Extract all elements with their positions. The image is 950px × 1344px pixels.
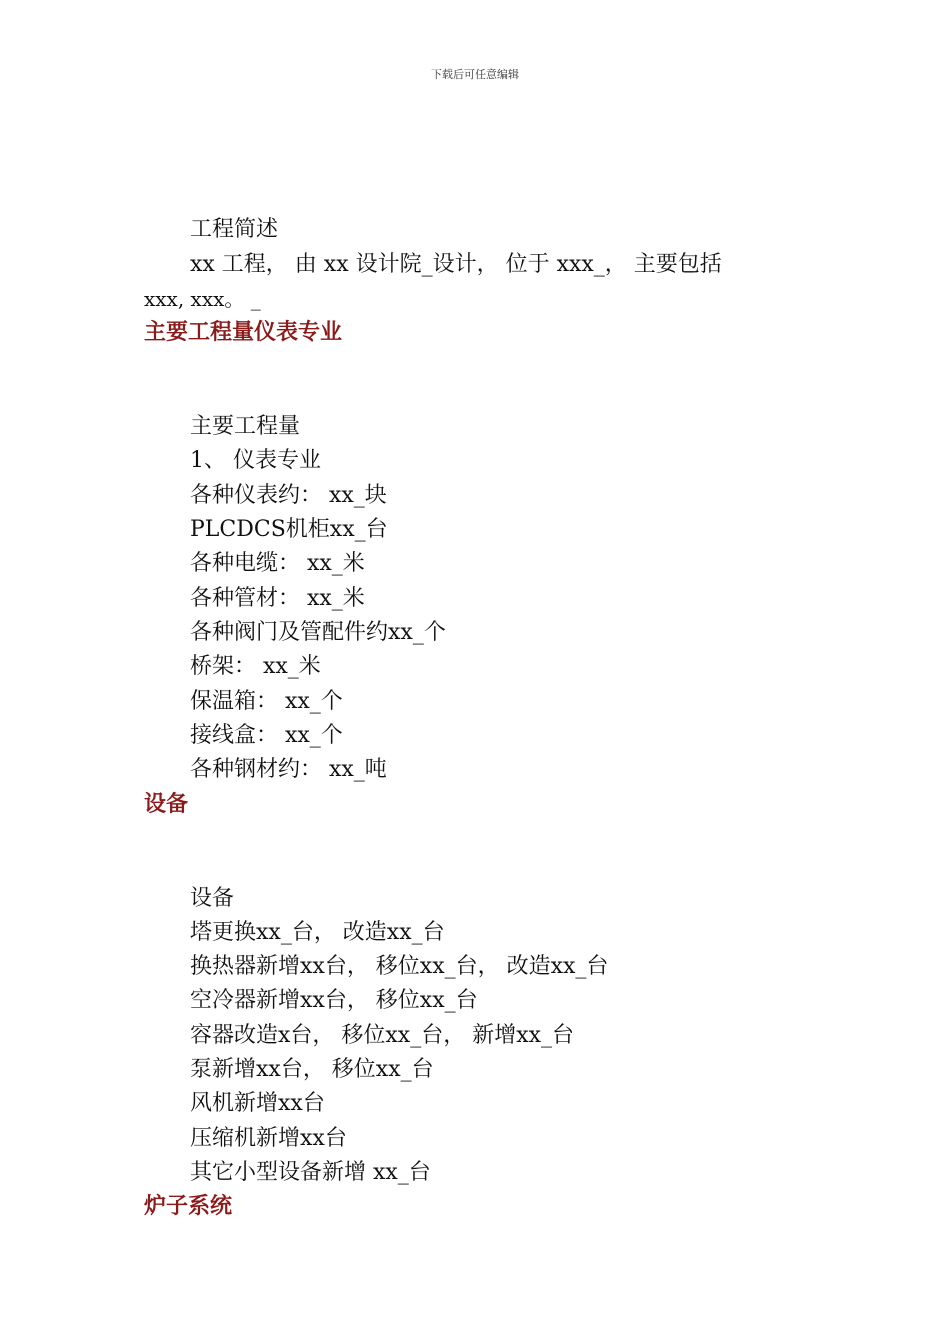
list-item: 换热器新增xx台， 移位xx_台， 改造xx_台 [190, 954, 609, 979]
section-heading-instruments: 主要工程量仪表专业 [144, 320, 343, 345]
equipment-subtitle: 设备 [190, 886, 235, 911]
list-item: 压缩机新增xx台 [190, 1126, 347, 1151]
list-item: PLCDCS机柜xx_台 [190, 517, 388, 542]
overview-text-line2: xxx, xxx。 _ [144, 287, 261, 311]
list-item: 桥架： xx_米 [190, 654, 321, 679]
list-item: 塔更换xx_台， 改造xx_台 [190, 920, 445, 945]
instruments-item-title: 1、 仪表专业 [190, 448, 321, 473]
overview-title: 工程简述 [190, 217, 279, 242]
list-item: 风机新增xx台 [190, 1091, 325, 1116]
list-item: 各种阀门及管配件约xx_个 [190, 620, 446, 645]
list-item: 各种钢材约： xx_吨 [190, 757, 387, 782]
page-header: 下载后可任意编辑 [431, 68, 519, 81]
list-item: 各种仪表约： xx_块 [190, 483, 387, 508]
section-heading-equipment: 设备 [144, 792, 189, 817]
list-item: 其它小型设备新增 xx_台 [190, 1160, 431, 1185]
list-item: 各种管材： xx_米 [190, 586, 365, 611]
list-item: 接线盒： xx_个 [190, 723, 343, 748]
list-item: 保温箱： xx_个 [190, 689, 343, 714]
overview-text-line1: xx 工程， 由 xx 设计院_设计， 位于 xxx_， 主要包括 [190, 252, 722, 277]
list-item: 空冷器新增xx台， 移位xx_台 [190, 988, 478, 1013]
list-item: 泵新增xx台， 移位xx_台 [190, 1057, 434, 1082]
instruments-subtitle: 主要工程量 [190, 414, 301, 439]
section-heading-furnace: 炉子系统 [144, 1194, 233, 1219]
list-item: 各种电缆： xx_米 [190, 551, 365, 576]
list-item: 容器改造x台， 移位xx_台， 新增xx_台 [190, 1023, 575, 1048]
